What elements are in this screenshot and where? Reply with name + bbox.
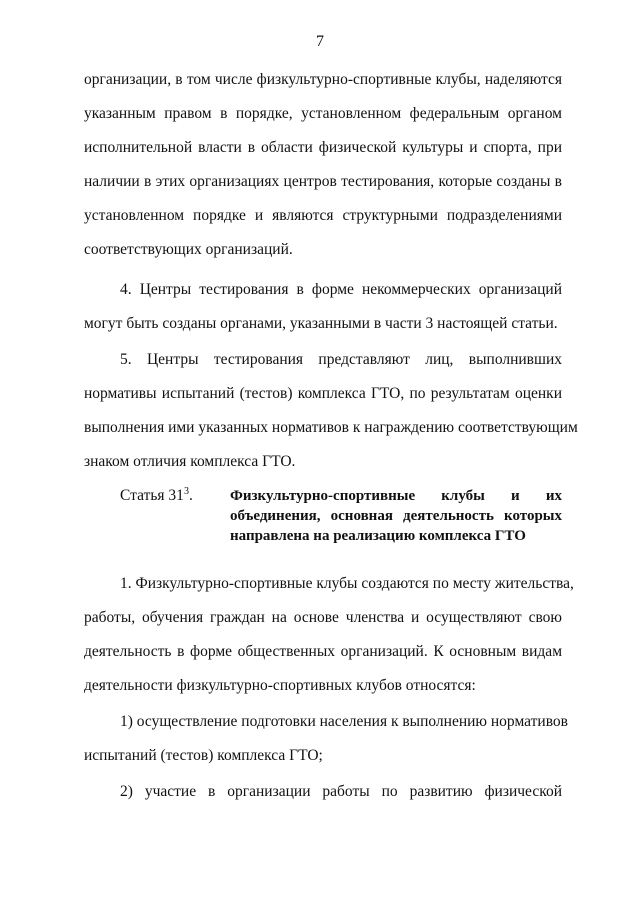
article-title-line: направлена на реализацию комплекса ГТО — [230, 528, 526, 544]
text-line: могут быть созданы органами, указанными в части 3 настоящей статьи. — [84, 315, 558, 332]
text-line: 4. Центры тестирования в форме некоммерческих организаций — [120, 281, 562, 298]
text-line: указанным правом в порядке, установленном федеральным органом — [84, 105, 562, 122]
list-item-line: испытаний (тестов) комплекса ГТО; — [84, 747, 323, 764]
text-line: исполнительной власти в области физической культуры и спорта, при — [84, 139, 562, 156]
text-line: 1. Физкультурно-спортивные клубы создаются по месту жительства, — [120, 575, 574, 592]
article-label-superscript: 3 — [183, 486, 189, 497]
text-line: 5. Центры тестирования представляют лиц, выполнивших — [120, 351, 562, 368]
text-line: организации, в том числе физкультурно-спортивные клубы, наделяются — [84, 71, 562, 88]
article-label — [120, 486, 193, 506]
article-label-text: Статья 31 — [120, 487, 184, 504]
text-line: выполнения ими указанных нормативов к награждению соответствующим — [84, 419, 578, 436]
text-line: деятельность в форме общественных организаций. К основным видам — [84, 643, 562, 660]
text-line: нормативы испытаний (тестов) комплекса ГТО, по результатам оценки — [84, 385, 562, 402]
text-line: наличии в этих организациях центров тестирования, которые созданы в — [84, 173, 562, 190]
text-line: деятельности физкультурно-спортивных клубов относятся: — [84, 677, 476, 694]
article-title-line: объединения, основная деятельность которых — [230, 508, 562, 524]
text-line: знаком отличия комплекса ГТО. — [84, 453, 296, 470]
list-item-line: 2) участие в организации работы по развитию физической — [120, 783, 562, 800]
page-number: 7 — [316, 33, 324, 50]
text-line: соответствующих организаций. — [84, 241, 293, 258]
list-item-line: 1) осуществление подготовки населения к выполнению нормативов — [120, 713, 568, 730]
text-line: установленном порядке и являются структурными подразделениями — [84, 207, 562, 224]
text-line: работы, обучения граждан на основе членства и осуществляют свою — [84, 609, 562, 626]
article-label-suffix: . — [188, 487, 193, 504]
article-title-line: Физкультурно-спортивные клубы и их — [230, 488, 562, 504]
